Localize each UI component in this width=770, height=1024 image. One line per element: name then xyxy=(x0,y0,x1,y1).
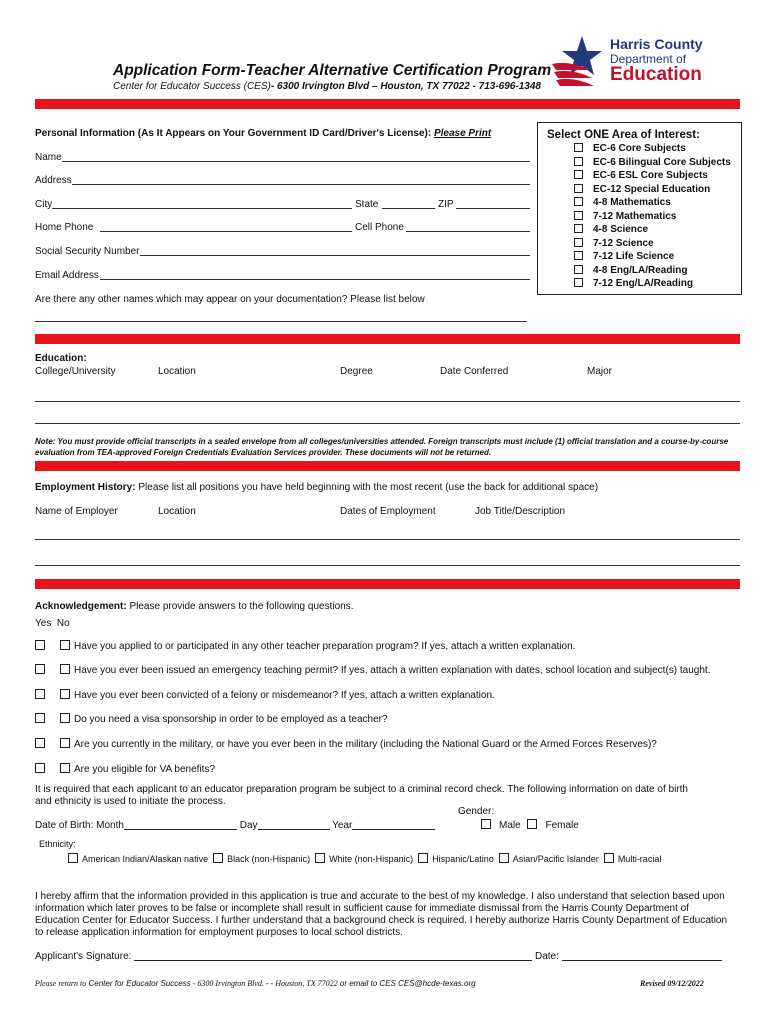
zip-field[interactable] xyxy=(456,208,530,209)
interest-option[interactable]: 7-12 Eng/LA/Reading xyxy=(574,278,741,292)
checkbox-icon[interactable] xyxy=(574,157,583,166)
ack-question[interactable]: Do you need a visa sponsorship in order to be employed as a teacher? xyxy=(35,713,388,725)
email-field[interactable] xyxy=(100,279,530,280)
employment-row-1[interactable] xyxy=(35,539,740,540)
interest-option[interactable]: EC-6 Core Subjects xyxy=(574,143,741,157)
ack-question[interactable]: Are you currently in the military, or have you ever been in the military (including the National Guard or the Armed Forces Reserves)? xyxy=(35,738,657,750)
name-label: Name xyxy=(35,152,62,163)
edu-col-location: Location xyxy=(158,366,196,377)
edu-col-major: Major xyxy=(587,366,613,377)
acknowledgement-heading: Acknowledgement: Please provide answers to the following questions. xyxy=(35,601,354,612)
date-field[interactable] xyxy=(562,950,722,961)
address-label: Address xyxy=(35,175,72,186)
footer-revised: Revised 09/12/2022 xyxy=(640,979,704,988)
city-label: City xyxy=(35,199,53,210)
form-subtitle: Center for Educator Success (CES)- 6300 Irvington Blvd – Houston, TX 77022 - 713-696-1348 xyxy=(113,81,541,92)
hcde-logo xyxy=(550,30,710,90)
checkbox-icon[interactable] xyxy=(574,170,583,179)
interest-option[interactable]: 4-8 Mathematics xyxy=(574,197,741,211)
section-divider xyxy=(35,99,740,109)
checkbox-icon[interactable] xyxy=(574,211,583,220)
home-phone-field[interactable] xyxy=(100,231,352,232)
emp-col-location: Location xyxy=(158,506,196,517)
no-checkbox-icon[interactable] xyxy=(60,664,70,674)
city-field[interactable] xyxy=(52,208,352,209)
logo-line-2: Department of xyxy=(610,52,687,66)
home-phone-label: Home Phone xyxy=(35,222,94,233)
other-names-field[interactable] xyxy=(35,321,527,322)
ssn-field[interactable] xyxy=(140,255,530,256)
employment-row-2[interactable] xyxy=(35,565,740,566)
no-checkbox-icon[interactable] xyxy=(60,713,70,723)
interest-option[interactable]: 7-12 Mathematics xyxy=(574,211,741,225)
yes-checkbox-icon[interactable] xyxy=(35,713,45,723)
dob-day-field[interactable] xyxy=(258,819,330,830)
checkbox-icon[interactable] xyxy=(574,197,583,206)
logo-line-1: Harris County xyxy=(610,36,703,52)
ack-question[interactable]: Have you applied to or participated in any other teacher preparation program? If yes, attach a written explanation. xyxy=(35,640,575,652)
education-row-1[interactable] xyxy=(35,401,740,402)
checkbox-icon[interactable] xyxy=(574,238,583,247)
ethnicity-checkbox-icon[interactable] xyxy=(315,853,325,863)
signature-field[interactable] xyxy=(134,950,532,961)
name-field[interactable] xyxy=(62,161,530,162)
dob-row: Date of Birth: Month Day Year xyxy=(35,819,435,831)
footer-return: Please return to Center for Educator Success - 6300 Irvington Blvd. - - Houston, TX 77022 or email to CES CES@hcde-texas.org xyxy=(35,979,476,988)
checkbox-icon[interactable] xyxy=(574,265,583,274)
checkbox-icon[interactable] xyxy=(574,143,583,152)
ack-question[interactable]: Are you eligible for VA benefits? xyxy=(35,763,215,775)
yes-checkbox-icon[interactable] xyxy=(35,689,45,699)
ack-question[interactable]: Have you ever been issued an emergency teaching permit? If yes, attach a written explanation with dates, school location and subject(s) taught. xyxy=(35,664,710,676)
ethnicity-checkbox-icon[interactable] xyxy=(68,853,78,863)
interest-option[interactable]: EC-6 ESL Core Subjects xyxy=(574,170,741,184)
cell-phone-label: Cell Phone xyxy=(355,222,404,233)
edu-col-date: Date Conferred xyxy=(440,366,509,377)
yes-checkbox-icon[interactable] xyxy=(35,763,45,773)
ack-question[interactable]: Have you ever been convicted of a felony or misdemeanor? If yes, attach a written explanation. xyxy=(35,689,495,701)
male-checkbox-icon[interactable] xyxy=(481,819,491,829)
dob-year-field[interactable] xyxy=(352,819,435,830)
star-flag-icon xyxy=(550,34,610,89)
checkbox-icon[interactable] xyxy=(574,224,583,233)
ethnicity-options: American Indian/Alaskan native Black (non-Hispanic) White (non-Hispanic) Hispanic/Latino Asian/Pacific Islander Multi-racial xyxy=(68,853,661,864)
checkbox-icon[interactable] xyxy=(574,184,583,193)
ethnicity-checkbox-icon[interactable] xyxy=(418,853,428,863)
checkbox-icon[interactable] xyxy=(574,278,583,287)
record-check-line-1: It is required that each applicant to an educator preparation program be subject to a criminal record check. The following information on date of birth xyxy=(35,784,688,795)
state-label: State xyxy=(355,199,379,210)
female-checkbox-icon[interactable] xyxy=(527,819,537,829)
other-names-label: Are there any other names which may appear on your documentation? Please list below xyxy=(35,294,425,305)
education-heading: Education: xyxy=(35,353,87,364)
section-divider xyxy=(35,334,740,344)
email-label: Email Address xyxy=(35,270,99,281)
yes-checkbox-icon[interactable] xyxy=(35,664,45,674)
yes-no-header: Yes No xyxy=(35,618,70,629)
ethnicity-checkbox-icon[interactable] xyxy=(213,853,223,863)
state-field[interactable] xyxy=(382,208,435,209)
cell-phone-field[interactable] xyxy=(406,231,530,232)
emp-col-dates: Dates of Employment xyxy=(340,506,436,517)
ethnicity-checkbox-icon[interactable] xyxy=(499,853,509,863)
logo-line-3: Education xyxy=(610,64,702,85)
emp-col-title: Job Title/Description xyxy=(475,506,566,517)
zip-label: ZIP xyxy=(438,199,454,210)
no-checkbox-icon[interactable] xyxy=(60,640,70,650)
ethnicity-label: Ethnicity: xyxy=(39,839,76,849)
checkbox-icon[interactable] xyxy=(574,251,583,260)
personal-heading: Personal Information (As It Appears on Your Government ID Card/Driver's License): Please Print xyxy=(35,128,492,139)
form-title: Application Form-Teacher Alternative Certification Program xyxy=(113,62,552,79)
section-divider xyxy=(35,579,740,589)
interest-option[interactable]: 4-8 Science xyxy=(574,224,741,238)
ethnicity-checkbox-icon[interactable] xyxy=(604,853,614,863)
interest-option[interactable]: EC-12 Special Education xyxy=(574,184,741,198)
no-checkbox-icon[interactable] xyxy=(60,738,70,748)
interest-option[interactable]: EC-6 Bilingual Core Subjects xyxy=(574,157,741,171)
affirmation-text: I hereby affirm that the information provided in this application is true and accurate to the best of my knowledge. I also understand that selection based upon information which later proves to be false or incomplete shall result in sufficient cause for immediate dismissal from the Harris County Department of Education Center for Educator Success. I further understand that a background check is required. I hereby authorize Harris County Department of Education to release application information for employment purposes to local school districts. xyxy=(35,891,728,938)
yes-checkbox-icon[interactable] xyxy=(35,738,45,748)
emp-col-employer: Name of Employer xyxy=(35,506,118,517)
dob-month-field[interactable] xyxy=(124,819,237,830)
interest-option[interactable]: 4-8 Eng/LA/Reading xyxy=(574,265,741,279)
employment-heading: Employment History: Please list all positions you have held beginning with the most recent (use the back for additional space) xyxy=(35,482,599,493)
edu-col-degree: Degree xyxy=(340,366,373,377)
yes-checkbox-icon[interactable] xyxy=(35,640,45,650)
education-note: Note: You must provide official transcripts in a sealed envelope from all colleges/universities attended. Foreign transcripts must include (1) official translation and a course-by-course evaluation from TEA-approved Foreign Credentials Evaluation Services provider. These documents will not be returned. xyxy=(35,437,729,457)
signature-row: Applicant's Signature: Date: xyxy=(35,950,722,962)
interest-heading: Select ONE Area of Interest: xyxy=(547,129,700,141)
interest-option[interactable]: 7-12 Life Science xyxy=(574,251,741,265)
ssn-label: Social Security Number xyxy=(35,246,140,257)
no-checkbox-icon[interactable] xyxy=(60,689,70,699)
area-of-interest-box xyxy=(537,122,742,295)
section-divider xyxy=(35,461,740,471)
address-field[interactable] xyxy=(72,184,530,185)
gender-label: Gender: xyxy=(458,806,495,817)
record-check-line-2: and ethnicity is used to initiate the process. xyxy=(35,796,226,807)
interest-option[interactable]: 7-12 Science xyxy=(574,238,741,252)
edu-col-college: College/University xyxy=(35,366,116,377)
education-row-2[interactable] xyxy=(35,423,740,424)
no-checkbox-icon[interactable] xyxy=(60,763,70,773)
gender-options: Male Female xyxy=(481,819,579,831)
